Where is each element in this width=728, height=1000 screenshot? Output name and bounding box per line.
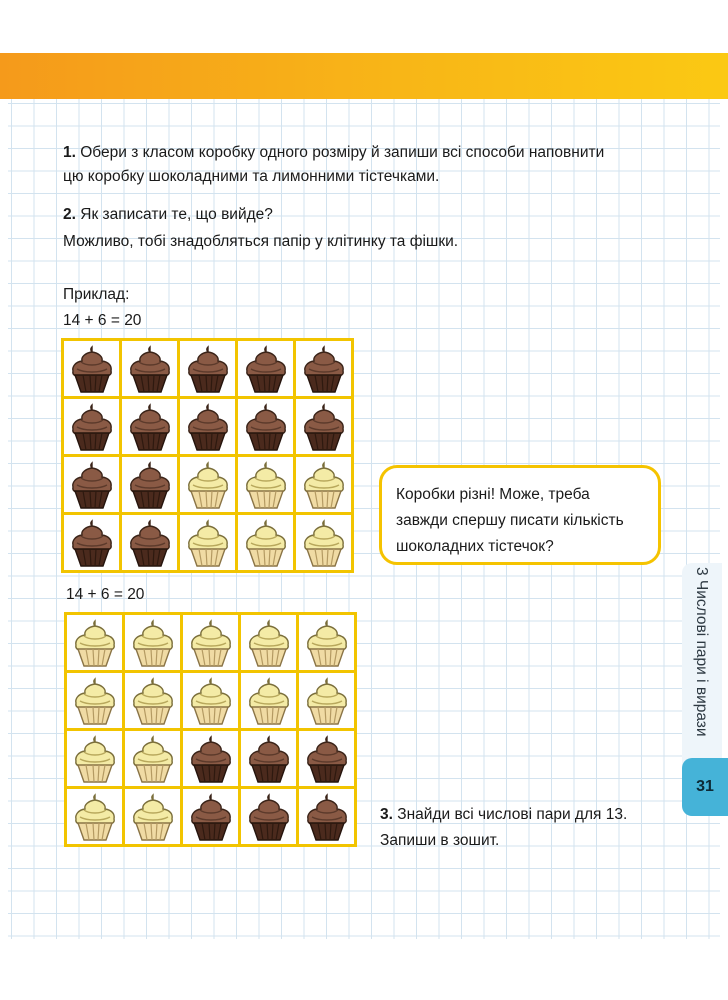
task2-number: 2. [63,206,76,223]
cupcake-cell [183,673,238,728]
chocolate-cupcake-icon [185,344,231,394]
task2-line1 [63,207,273,223]
cupcake-cell [183,731,238,786]
cupcake-cell [180,515,235,570]
cupcake-cell [125,615,180,670]
task3-number: 3. [380,806,393,823]
chocolate-cupcake-icon [304,734,350,784]
example-equation-2: 14 + 6 = 20 [66,586,145,603]
cupcake-cell [299,615,354,670]
cupcake-cell [241,789,296,844]
chocolate-cupcake-icon [127,402,173,452]
cupcake-cell [183,615,238,670]
cupcake-cell [125,731,180,786]
lemon-cupcake-icon [72,676,118,726]
chocolate-cupcake-icon [246,792,292,842]
cupcake-cell [241,731,296,786]
task2-line2: Можливо, тобі знадобляться папір у клітинку та фішки. [63,233,459,250]
chocolate-cupcake-icon [188,734,234,784]
cupcake-cell [125,673,180,728]
cupcake-cell [67,731,122,786]
lemon-cupcake-icon [72,618,118,668]
chapter-title: 3 Числові пари і вирази [693,567,710,737]
chocolate-cupcake-icon [304,792,350,842]
cupcake-cell [299,731,354,786]
cupcake-cell [238,515,293,570]
bubble-line-2: завжди спершу писати кількість [396,512,624,529]
cupcake-cell [64,457,119,512]
lemon-cupcake-icon [185,460,231,510]
lemon-cupcake-icon [301,460,347,510]
lemon-cupcake-icon [304,676,350,726]
chocolate-cupcake-icon [243,344,289,394]
task1-line2: цю коробку шоколадними та лимонними тістечками. [63,168,440,185]
lemon-cupcake-icon [130,618,176,668]
cupcake-cell [241,673,296,728]
cupcake-cell [67,673,122,728]
cupcake-cell [64,341,119,396]
cupcake-cell [183,789,238,844]
lemon-cupcake-icon [72,734,118,784]
chocolate-cupcake-icon [127,344,173,394]
cupcake-cell [67,789,122,844]
lemon-cupcake-icon [243,518,289,568]
cupcake-cell [296,515,351,570]
cupcake-cell [122,457,177,512]
lemon-cupcake-icon [72,792,118,842]
lemon-cupcake-icon [188,618,234,668]
cupcake-box-2 [64,612,357,847]
example-label: Приклад: [63,286,130,303]
bubble-line-3: шоколадних тістечок? [396,538,554,555]
task3-text: Знайди всі числові пари для 13. [397,806,628,823]
chocolate-cupcake-icon [69,518,115,568]
chocolate-cupcake-icon [127,518,173,568]
cupcake-cell [296,341,351,396]
speech-bubble [379,465,661,565]
chocolate-cupcake-icon [243,402,289,452]
task1-number: 1. [63,144,76,161]
lemon-cupcake-icon [130,676,176,726]
cupcake-cell [180,341,235,396]
cupcake-cell [299,673,354,728]
example-equation-1: 14 + 6 = 20 [63,312,142,329]
bubble-line-1: Коробки різні! Може, треба [396,486,590,503]
chocolate-cupcake-icon [69,344,115,394]
chocolate-cupcake-icon [301,402,347,452]
cupcake-cell [238,457,293,512]
cupcake-cell [296,399,351,454]
lemon-cupcake-icon [130,734,176,784]
task2-text: Як записати те, що вийде? [80,206,273,223]
lemon-cupcake-icon [130,792,176,842]
page-number: 31 [696,778,714,795]
cupcake-cell [67,615,122,670]
header-color-band [0,53,728,99]
cupcake-cell [125,789,180,844]
cupcake-box-1 [61,338,354,573]
lemon-cupcake-icon [243,460,289,510]
cupcake-cell [64,399,119,454]
cupcake-cell [238,399,293,454]
task3-line1 [380,807,627,823]
chocolate-cupcake-icon [69,402,115,452]
cupcake-cell [180,457,235,512]
chocolate-cupcake-icon [246,734,292,784]
cupcake-cell [122,515,177,570]
chocolate-cupcake-icon [301,344,347,394]
lemon-cupcake-icon [301,518,347,568]
cupcake-cell [180,399,235,454]
task1-line1 [63,145,604,161]
chocolate-cupcake-icon [185,402,231,452]
lemon-cupcake-icon [185,518,231,568]
cupcake-cell [299,789,354,844]
cupcake-cell [296,457,351,512]
task3-line2: Запиши в зошит. [380,832,500,849]
cupcake-cell [122,399,177,454]
lemon-cupcake-icon [246,676,292,726]
cupcake-cell [241,615,296,670]
cupcake-cell [122,341,177,396]
chocolate-cupcake-icon [188,792,234,842]
lemon-cupcake-icon [188,676,234,726]
cupcake-cell [238,341,293,396]
lemon-cupcake-icon [304,618,350,668]
task1-text: Обери з класом коробку одного розміру й запиши всі способи наповнити [80,144,605,161]
lemon-cupcake-icon [246,618,292,668]
cupcake-cell [64,515,119,570]
chocolate-cupcake-icon [69,460,115,510]
chocolate-cupcake-icon [127,460,173,510]
